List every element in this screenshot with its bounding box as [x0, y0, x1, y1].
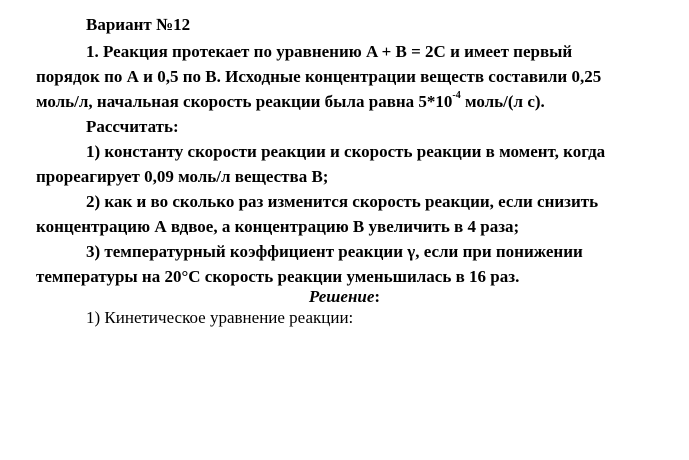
task-item-2-line-1: 2) как и во сколько раз изменится скорость реакции, если снизить — [86, 192, 599, 211]
task-intro-line-1: 1. Реакция протекает по уравнению A + B = 2C и имеет первый — [86, 42, 573, 61]
task-item-1-line-1: 1) константу скорости реакции и скорость реакции в момент, когда — [86, 142, 606, 161]
task-intro-line-3: моль/л, начальная скорость реакции была равна $5*10^{-4}$ моль/(л с). — [36, 90, 545, 111]
task-item-1-line-2: прореагирует 0,09 моль/л вещества В; — [36, 167, 329, 186]
calc-label: Рассчитать: — [86, 117, 179, 136]
solution-step-1: 1) Кинетическое уравнение реакции: — [86, 308, 354, 327]
solution-heading: Решение: — [308, 287, 381, 306]
variant-title: Вариант №12 — [86, 15, 191, 34]
exponent: -4 — [452, 90, 461, 102]
task-item-3-line-2: температуры на 20°С скорость реакции уменьшилась в 16 раз. — [36, 267, 520, 286]
task-item-3-line-1: 3) температурный коэффициент реакции γ, если при понижении — [86, 242, 583, 261]
task-intro-line-2: порядок по А и 0,5 по В. Исходные концентрации веществ составили 0,25 — [36, 67, 602, 86]
task-item-2-line-2: концентрацию А вдвое, а концентрацию В увеличить в 4 раза; — [36, 217, 520, 236]
